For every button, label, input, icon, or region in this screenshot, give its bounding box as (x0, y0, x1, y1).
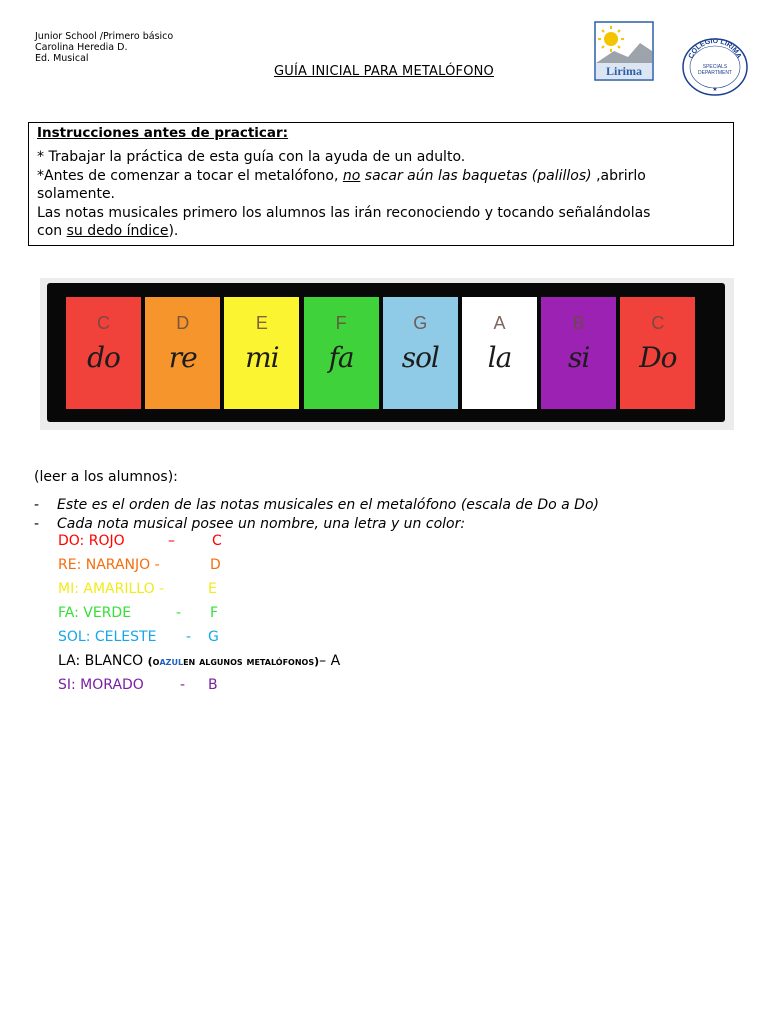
xylophone-bar-fa-3 (304, 297, 379, 409)
subject-line: Ed. Musical (35, 53, 89, 64)
page-title: GUÍA INICIAL PARA METALÓFONO (274, 64, 494, 79)
bar-letter: B (572, 313, 585, 333)
sun-icon (604, 32, 618, 46)
note-si: SI: MORADO - B (58, 677, 218, 693)
bar-letter: A (493, 313, 506, 333)
svg-text:Lirima: Lirima (606, 64, 642, 78)
svg-text:SPECIALS: SPECIALS (702, 64, 728, 70)
xylophone-bar-re-1 (145, 297, 220, 409)
svg-text:★: ★ (712, 86, 718, 93)
bar-solfa: re (168, 341, 197, 374)
xylophone-bar-mi-2 (224, 297, 299, 409)
no-emphasis: no (342, 167, 361, 184)
bullet-item: - Este es el orden de las notas musicales en el metalófono (escala de Do a Do) (34, 497, 599, 513)
bar-solfa: Do (639, 341, 677, 374)
note-la: LA: BLANCO (oazulen algunos metalófonos)– A (58, 653, 341, 669)
bar-solfa: mi (245, 341, 279, 374)
instruction-line-2: *Antes de comenzar a tocar el metalófono, no sacar aún las baquetas (palillos) ,abrirlo (37, 167, 646, 184)
bar-solfa: la (487, 341, 512, 374)
xylophone-bar-do-0 (66, 297, 141, 409)
bullet-item: - Cada nota musical posee un nombre, una letra y un color: (34, 516, 466, 532)
xylophone-illustration (40, 278, 734, 430)
bar-letter: C (97, 313, 110, 333)
xylophone-frame (47, 283, 725, 422)
xylophone-bar-sol-4 (383, 297, 458, 409)
note-sol: SOL: CELESTE - G (58, 629, 219, 645)
note-mi: MI: AMARILLO - E (58, 581, 217, 597)
lirima-logo (594, 21, 654, 81)
instruction-line-3: solamente. (37, 186, 116, 202)
instructions-body (37, 148, 733, 241)
svg-text:DEPARTMENT: DEPARTMENT (698, 70, 732, 76)
teacher-line: Carolina Heredia D. (35, 42, 128, 53)
school-line: Junior School /Primero básico (35, 31, 174, 42)
bullet-list (34, 496, 599, 534)
instruction-line-4: Las notas musicales primero los alumnos las irán reconociendo y tocando señalándolas (37, 204, 651, 221)
bar-solfa: sol (401, 341, 439, 374)
bar-solfa: do (87, 341, 120, 374)
bar-solfa: si (568, 341, 590, 374)
bar-letter: G (413, 313, 428, 333)
header-info (35, 31, 173, 64)
instruction-line-1: * Trabajar la práctica de esta guía con la ayuda de un adulto. (37, 149, 466, 165)
svg-text:COLEGIO LIRIMA: COLEGIO LIRIMA (687, 37, 743, 60)
finger-emphasis: su dedo índice (66, 223, 169, 239)
note-re: RE: NARANJO - D (58, 557, 221, 573)
instructions-heading: Instrucciones antes de practicar: (37, 125, 289, 141)
bar-letter: C (651, 313, 665, 333)
bar-letter: F (335, 313, 347, 333)
xylophone-bar-do-7 (620, 297, 695, 409)
bar-letter: E (255, 313, 268, 333)
note-fa: FA: VERDE - F (58, 605, 219, 621)
note-do: DO: ROJO – C (58, 533, 222, 549)
instruction-line-5: con su dedo índice). (37, 223, 179, 239)
bar-letter: D (176, 313, 190, 333)
instructions-box (28, 122, 734, 246)
xylophone-bar-si-6 (541, 297, 616, 409)
read-note: (leer a los alumnos): (34, 469, 178, 485)
school-seal-logo (681, 37, 749, 97)
bar-solfa: fa (328, 341, 354, 374)
xylophone-bar-la-5 (462, 297, 537, 409)
